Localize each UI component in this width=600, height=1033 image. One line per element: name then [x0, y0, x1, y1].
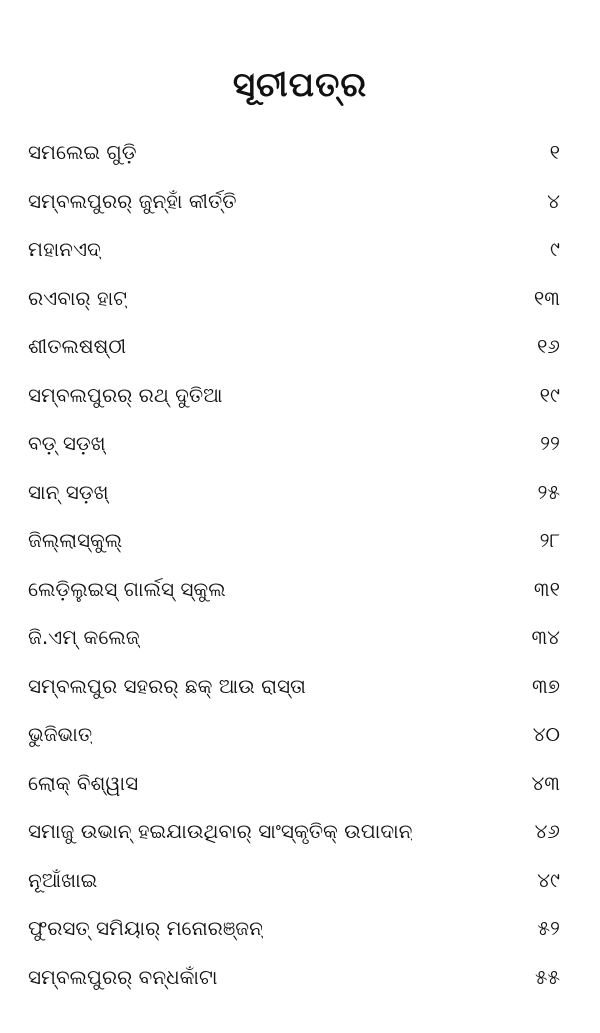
toc-entry: [28, 419, 560, 468]
toc-entry-page: ୫୨: [537, 916, 560, 941]
toc-entry-title: ସମ୍ବଲପୁରର୍ ରଥ୍ ଦୁତିଆ: [28, 382, 223, 407]
toc-entry-title: ସମ୍ବଲପୁର ସହରର୍ ଛକ୍ ଆଉ ରାସ୍ତା: [28, 673, 306, 698]
toc-entry-title: ସାନ୍ ସଡ଼ଖ୍: [28, 479, 109, 504]
toc-entry-page: ୪୦: [532, 722, 560, 747]
toc-entry: [28, 953, 560, 1002]
toc-entry-page: ୧୩: [533, 285, 560, 310]
toc-entry-title: ନୂଆଁଖାଇ: [28, 867, 98, 892]
toc-entry-page: ୪୯: [537, 867, 560, 892]
toc-entry: [28, 710, 560, 759]
toc-entry-title: ଲେଡ଼ିଲୁଇସ୍ ଗାର୍ଲସ୍ ସ୍କୁଲ: [28, 576, 226, 601]
toc-entry-title: ସମ୍ବଲପୁରର୍ ଜୁନ୍‌ହାଁ କୀର୍ତ୍ତି: [28, 188, 237, 213]
toc-entry: [28, 565, 560, 614]
toc-entry-page: ୪୬: [534, 819, 560, 844]
table-of-contents: [28, 128, 560, 1001]
toc-entry: [28, 177, 560, 226]
toc-entry-title: ଜି.ଏମ୍ କଲେଜ୍: [28, 625, 140, 650]
toc-entry-title: ଫୁରସତ୍ ସମିୟାର୍ ମନୋରଞ୍ଜନ୍: [28, 916, 263, 941]
toc-entry-page: ୪୩: [531, 770, 560, 795]
toc-entry-title: ଭୁଜିଭାତ୍: [28, 722, 93, 747]
toc-entry-title: ସମଲେଇ ଗୁଡ଼ି: [28, 140, 137, 165]
toc-entry-page: ୪: [547, 188, 560, 213]
toc-entry-page: ୯: [550, 237, 560, 262]
toc-entry: [28, 759, 560, 808]
toc-entry: [28, 807, 560, 856]
toc-entry: [28, 371, 560, 420]
toc-entry-page: ୧୯: [539, 382, 560, 407]
toc-entry-title: ବଡ଼୍ ସଡ଼ଖ୍: [28, 431, 106, 456]
toc-entry: [28, 856, 560, 905]
toc-entry: [28, 904, 560, 953]
toc-entry: [28, 613, 560, 662]
toc-entry-title: ଜିଲ୍ଲାସ୍କୁଲ୍: [28, 528, 123, 553]
toc-entry-page: ୩୪: [531, 625, 560, 650]
toc-entry-title: ଲୋକ୍ ବିଶ୍ୱାସ: [28, 770, 139, 795]
toc-entry: [28, 468, 560, 517]
toc-entry-page: ୩୭: [532, 673, 560, 698]
toc-entry-page: ୨୮: [539, 528, 560, 553]
toc-entry-title: ରଏବାର୍ ହାଟ୍: [28, 285, 128, 310]
toc-entry: [28, 322, 560, 371]
toc-entry-page: ୨୨: [540, 431, 560, 456]
toc-entry: [28, 128, 560, 177]
toc-entry-title: ଶୀତଲଷଷ୍ଠୀ: [28, 334, 127, 359]
toc-entry-title: ମହାନଏଦ୍: [28, 237, 101, 262]
toc-entry: [28, 274, 560, 323]
toc-entry: [28, 225, 560, 274]
toc-entry-page: ୧୬: [537, 334, 560, 359]
page-title: ସୂଚୀପତ୍ର: [232, 64, 368, 105]
toc-entry-title: ସମ୍ବଲପୁରର୍ ବନ୍ଧକାଁଟା: [28, 964, 218, 989]
toc-entry-page: ୧: [549, 140, 560, 165]
toc-entry-title: ସମାଜୁ ଉଭାନ୍ ହଇଯାଉଥିବାର୍ ସାଂସ୍କୃତିକ୍ ଉପାଦାନ୍: [28, 819, 413, 844]
toc-entry-page: ୨୫: [537, 479, 560, 504]
toc-entry: [28, 662, 560, 711]
toc-entry: [28, 516, 560, 565]
toc-entry-page: ୩୧: [533, 576, 560, 601]
toc-entry-page: ୫୫: [535, 964, 560, 989]
